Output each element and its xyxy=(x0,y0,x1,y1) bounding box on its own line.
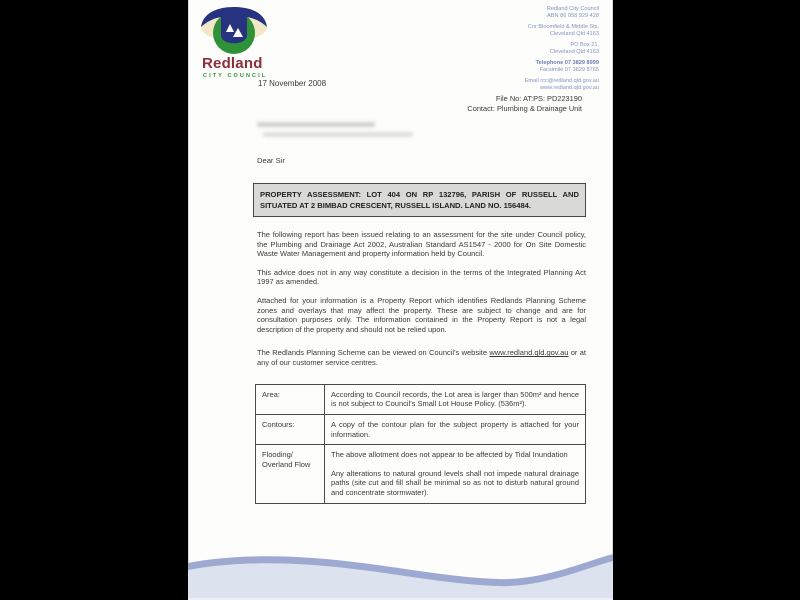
contact-line: Cleveland Qld 4163 xyxy=(549,31,599,37)
contact-line-website: www.redland.qld.gov.au xyxy=(540,85,599,91)
letter-body xyxy=(257,120,586,504)
koala-emblem-icon xyxy=(196,5,276,55)
brand-name: Redland xyxy=(202,55,263,72)
salutation: Dear Sir xyxy=(257,156,285,165)
flooding-paragraph-1: The above allotment does not appear to be affected by Tidal Inundation xyxy=(331,450,568,460)
row-value-contours: A copy of the contour plan for the subject property is attached for your information. xyxy=(325,414,586,444)
paragraph-advice: This advice does not in any way constitute a decision in the terms of the Integrated Planning Act 1997 as amended. xyxy=(257,267,586,287)
contact-unit: Contact: Plumbing & Drainage Unit xyxy=(467,103,582,113)
paragraph-property-report: Attached for your information is a Property Report which identifies Redlands Planning Scheme zones and overlays that may affect the property. These are subject to change and are for consultation purposes only. The information contained in the Property Report is not a legal description of the property and should not be relied upon. xyxy=(257,295,586,334)
redacted-recipient-address xyxy=(257,120,586,140)
flooding-label-line2: Overland Flow xyxy=(262,459,311,469)
website-sentence-before: The Redlands Planning Scheme can be viewed on Council's website xyxy=(257,348,490,358)
contact-line-email: Email rcc@redland.qld.gov.au xyxy=(524,78,599,84)
brand-subtitle: CITY COUNCIL xyxy=(203,73,268,79)
file-reference-block xyxy=(467,94,582,113)
file-number: File No: AT:PS: PD223190 xyxy=(495,94,582,103)
contact-line-facsimile: Facsimile 07 3829 8765 xyxy=(539,67,599,73)
website-sentence-after: or at any of our customer service centres. xyxy=(257,348,586,368)
paragraph-website xyxy=(257,348,586,367)
assessment-table xyxy=(255,384,586,504)
council-logo xyxy=(196,5,276,79)
flooding-paragraph-2: Any alterations to natural ground levels shall not impede natural drainage paths (site cut and fill shall be minimal so as not to disturb natural ground and concentrate stormwater). xyxy=(331,468,579,497)
table-row-area xyxy=(256,384,586,414)
row-label-flooding xyxy=(256,445,325,503)
row-value-flooding xyxy=(325,445,586,503)
contact-line: Cnr Bloomfield & Middle Sts, xyxy=(527,24,599,30)
contact-line: PO Box 21, xyxy=(570,42,599,48)
contact-line: Cleveland Qld 4163 xyxy=(549,49,599,55)
row-label-contours: Contours: xyxy=(256,414,325,444)
contact-line-telephone: Telephone 07 3829 8999 xyxy=(535,60,599,66)
letter-date: 17 November 2008 xyxy=(258,79,327,88)
letter-page xyxy=(188,0,613,600)
flooding-label-line1: Flooding/ xyxy=(262,450,293,460)
footer-wave-graphic xyxy=(188,542,613,600)
paragraph-assessment: The following report has been issued relating to an assessment for the site under Council policy, the Plumbing and Drainage Act 2002, Australian Standard AS1547 - 2000 for On Site Domestic Waste Water Management and property information held by Council. xyxy=(257,230,586,259)
table-row-contours xyxy=(256,414,586,444)
table-row-flooding xyxy=(256,445,586,503)
contact-line: Redland City Council xyxy=(546,6,599,12)
row-value-area: According to Council records, the Lot area is larger than 500m² and hence is not subject to Council's Small Lot House Policy. (536m²). xyxy=(325,384,586,414)
contact-line: ABN 86 058 929 428 xyxy=(547,13,599,19)
row-label-area: Area: xyxy=(256,384,325,414)
subject-heading-box: PROPERTY ASSESSMENT: LOT 404 ON RP 132796, PARISH OF RUSSELL AND SITUATED AT 2 BIMBAD CRESCENT, RUSSELL ISLAND. LAND NO. 156484. xyxy=(253,183,586,217)
letterhead-contact-block xyxy=(525,6,599,96)
website-url: www.redland.qld.gov.au xyxy=(489,348,569,358)
